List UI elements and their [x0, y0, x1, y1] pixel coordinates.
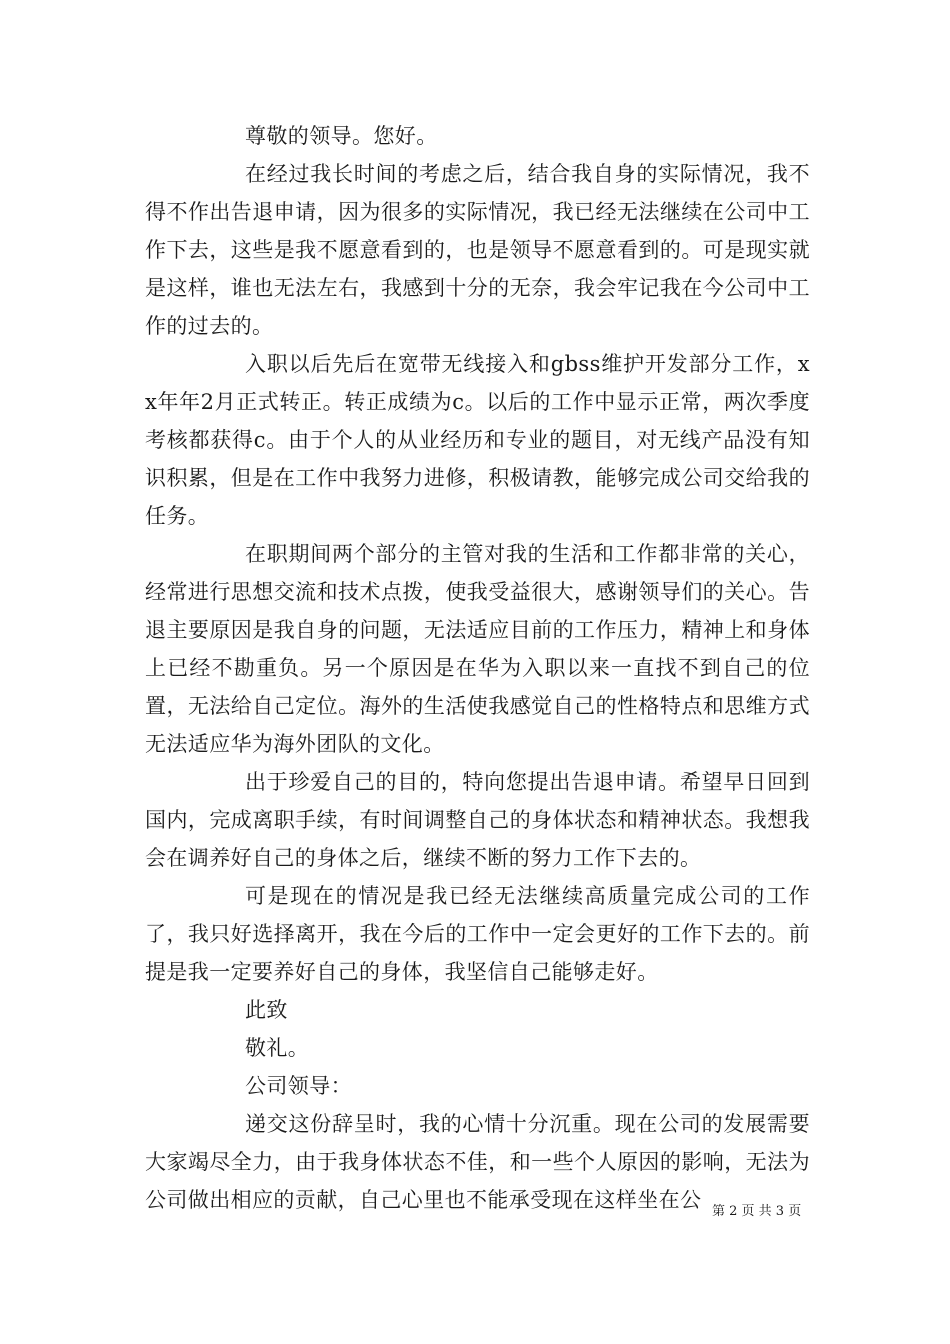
closing-salute: 敬礼。	[245, 1036, 310, 1060]
closing-regards: 此致	[245, 998, 288, 1022]
salutation: 尊敬的领导。您好。	[245, 124, 438, 148]
paragraph-request: 出于珍爱自己的目的，特向您提出告退申请。希望早日回到国内，完成离职手续，有时间调整自己的身体状态和精神状态。我想我会在调养好自己的身体之后，继续不断的努力工作下去的。	[145, 770, 810, 870]
letter-body	[145, 117, 810, 1219]
second-salutation: 公司领导：	[245, 1074, 352, 1098]
paragraph-consideration: 在经过我长时间的考虑之后，结合我自身的实际情况，我不得不作出告退申请，因为很多的实际情况，我已经无法继续在公司中工作下去，这些是我不愿意看到的，也是领导不愿意看到的。可是现实就是这样，谁也无法左右，我感到十分的无奈，我会牢记我在今公司中工作的过去的。	[145, 162, 810, 338]
paragraph-work-history: 入职以后先后在宽带无线接入和gbss维护开发部分工作，xx年年2月正式转正。转正成绩为c。以后的工作中显示正常，两次季度考核都获得c。由于个人的从业经历和专业的题目，对无线产品没有知识积累，但是在工作中我努力进修，积极请教，能够完成公司交给我的任务。	[145, 352, 810, 528]
paragraph-resignation: 递交这份辞呈时，我的心情十分沉重。现在公司的发展需要大家竭尽全力，由于我身体状态不佳，和一些个人原因的影响，无法为公司做出相应的贡献，自己心里也不能承受现在这样坐在公	[145, 1112, 810, 1212]
paragraph-conclusion: 可是现在的情况是我已经无法继续高质量完成公司的工作了，我只好选择离开，我在今后的工作中一定会更好的工作下去的。前提是我一定要养好自己的身体，我坚信自己能够走好。	[145, 884, 810, 984]
page-indicator: 第 2 页 共 3 页	[712, 1204, 802, 1219]
paragraph-reasons: 在职期间两个部分的主管对我的生活和工作都非常的关心，经常进行思想交流和技术点拨，使我受益很大，感谢领导们的关心。告退主要原因是我自身的问题，无法适应目前的工作压力，精神上和身体上已经不勘重负。另一个原因是在华为入职以来一直找不到自己的位置，无法给自己定位。海外的生活使我感觉自己的性格特点和思维方式无法适应华为海外团队的文化。	[145, 542, 810, 756]
